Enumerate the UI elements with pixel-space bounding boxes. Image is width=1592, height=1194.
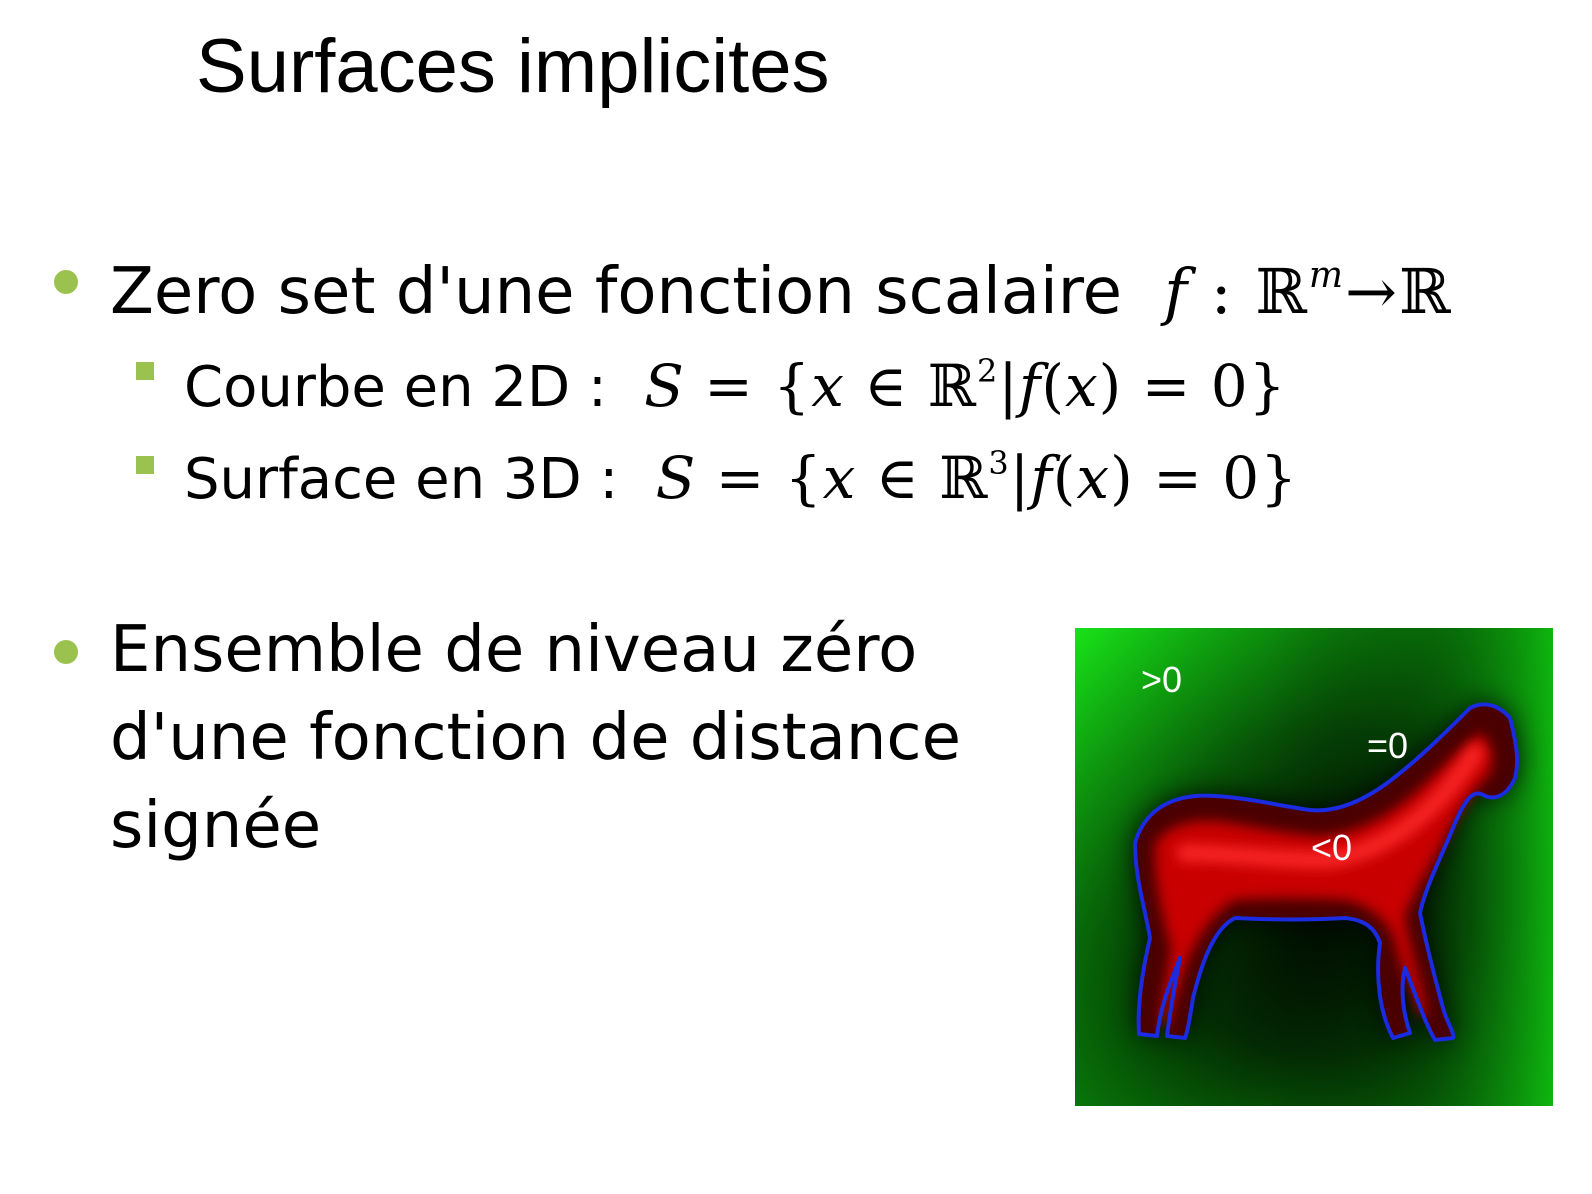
- bullet-2-line-2: d'une fonction de distance: [110, 701, 961, 775]
- label-boundary: =0: [1367, 725, 1409, 766]
- math-f: f: [1030, 444, 1053, 512]
- math-x: x: [1064, 352, 1099, 420]
- bullet-1-text: Zero set d'une fonction scalaire: [110, 255, 1123, 329]
- math-bar: |: [1009, 444, 1031, 512]
- label-inside: <0: [1311, 827, 1353, 868]
- bullet-2-line-3: signée: [110, 789, 322, 863]
- math-colon: :: [1189, 255, 1256, 328]
- signed-distance-figure: [1075, 628, 1553, 1106]
- math-eq: = {: [684, 352, 812, 420]
- math-f: f: [1164, 255, 1190, 328]
- math-dim: 2: [976, 352, 999, 390]
- math-paren: (: [1041, 352, 1065, 420]
- math-in: ∈ ℝ: [856, 444, 989, 512]
- math-x: x: [822, 444, 857, 512]
- bullet-1-math: [1142, 255, 1452, 328]
- sub-bullet-square-1: [136, 362, 154, 380]
- slide-title: Surfaces implicites: [196, 24, 830, 109]
- math-f: f: [1018, 352, 1042, 420]
- bullet-2-line-1: Ensemble de niveau zéro: [110, 613, 918, 687]
- math-close: ) = 0}: [1098, 352, 1287, 420]
- math-paren: (: [1052, 444, 1077, 512]
- math-close: ) = 0}: [1110, 444, 1299, 512]
- bullet-1: [110, 232, 1453, 336]
- math-bar: |: [998, 352, 1019, 420]
- sub-bullet-2-math: [636, 444, 1298, 512]
- sub-bullet-2: [184, 428, 1298, 515]
- bullet-dot-2: [54, 640, 78, 664]
- sub-bullet-2-label: Surface en 3D :: [184, 447, 619, 512]
- sub-bullet-1-label: Courbe en 2D :: [184, 355, 607, 420]
- bullet-dot-1: [54, 270, 78, 294]
- math-domain: ℝ: [1255, 255, 1309, 328]
- math-arrow: →: [1345, 255, 1399, 328]
- sub-bullet-1-math: [625, 352, 1287, 420]
- math-in: ∈ ℝ: [844, 352, 977, 420]
- math-x: x: [1076, 444, 1111, 512]
- label-outside: >0: [1141, 659, 1183, 700]
- math-x: x: [811, 352, 845, 420]
- math-eq: = {: [696, 444, 823, 512]
- math-S: S: [644, 352, 685, 420]
- sub-bullet-square-2: [136, 456, 154, 474]
- sub-bullet-1: [184, 336, 1287, 423]
- math-S: S: [655, 444, 697, 512]
- math-dim: 3: [988, 444, 1010, 482]
- math-exp: m: [1308, 255, 1346, 296]
- math-codomain: ℝ: [1398, 255, 1453, 328]
